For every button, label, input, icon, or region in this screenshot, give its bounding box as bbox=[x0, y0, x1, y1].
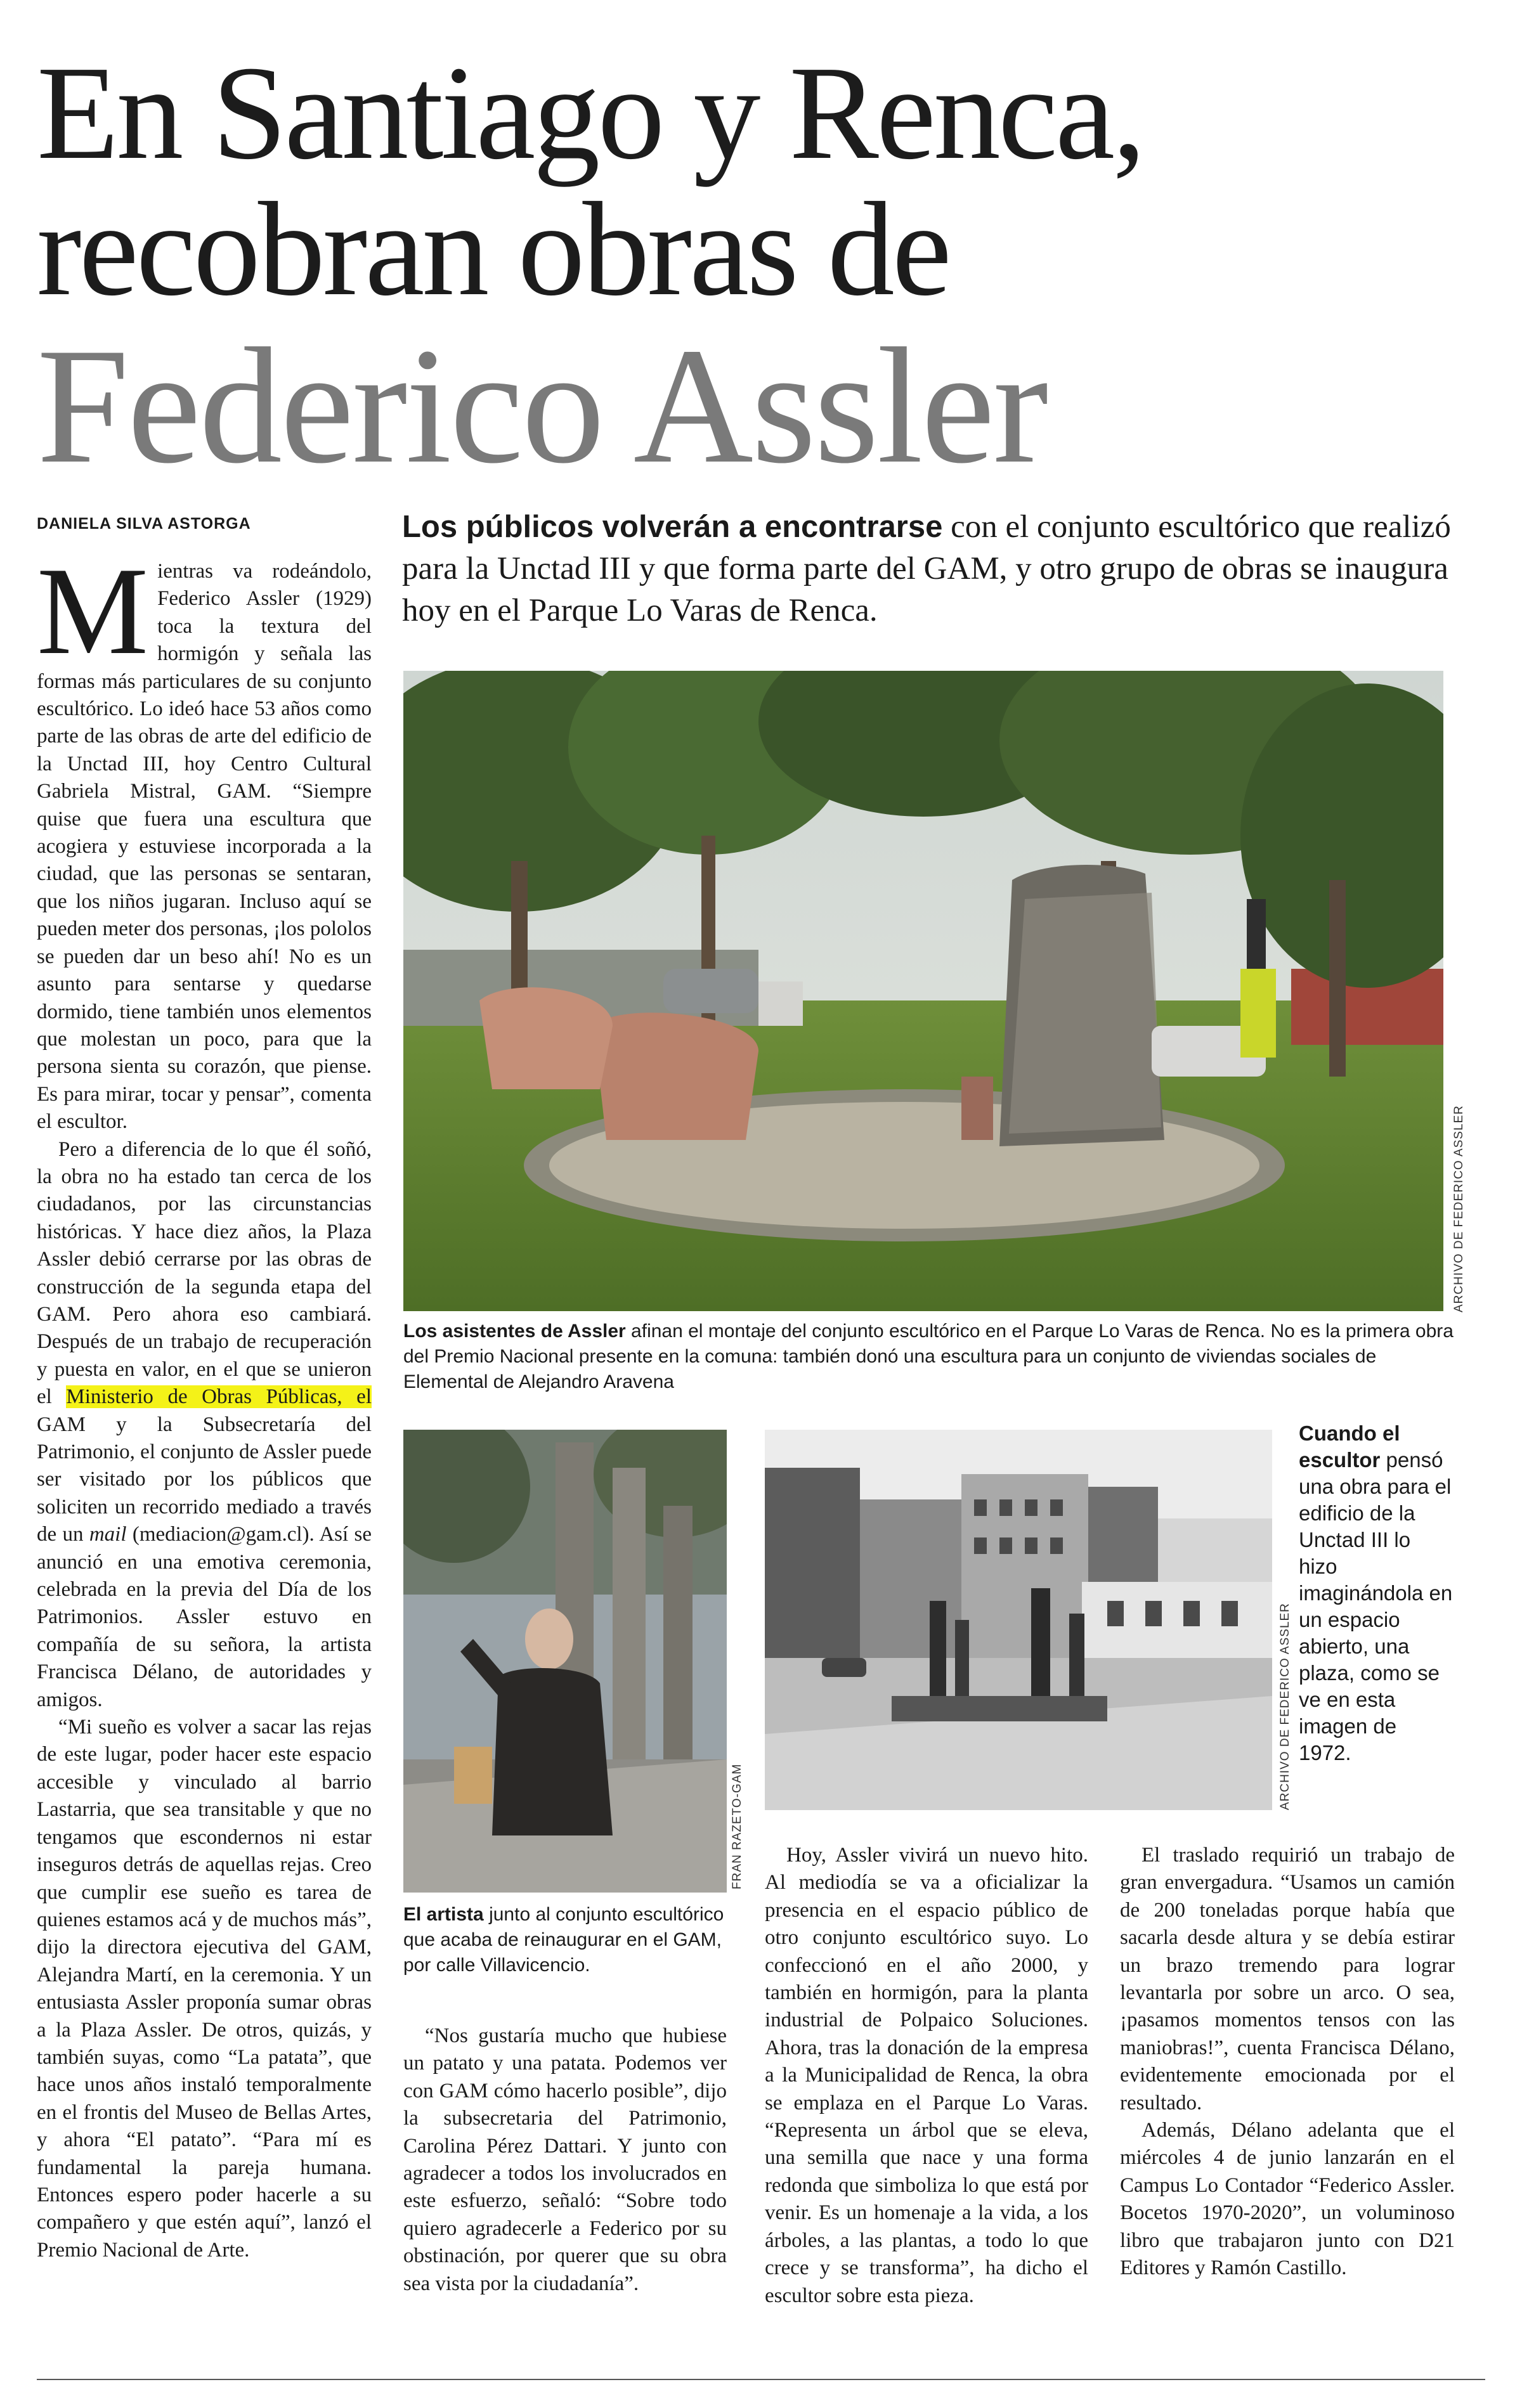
archive-caption-lead: Cuando el escultor bbox=[1299, 1421, 1400, 1472]
paragraph-7: Además, Délano adelanta que el miércoles 4 de junio lanzarán en el Campus Lo Contador “Federico Assler. Bocetos 1970-2020”, un voluminoso libro que trabajaron junto con D21 Editores y Ramón Castillo. bbox=[1120, 2119, 1455, 2280]
body-column-3 bbox=[765, 1842, 1088, 2310]
paragraph-2-text-c: (mediacion@gam.cl). Así se anunció en una emotiva ceremonia, celebrada en la previa del Día de los Patrimonios. Assler estuvo en compañía de su señora, la artista Francisca Délano, de autoridades y amigos. bbox=[37, 1523, 372, 1711]
paragraph-3: “Mi sueño es volver a sacar las rejas de este lugar, poder hacer este espacio accesible y vinculado al barrio Lastarria, que sea transitable y que no tengamos que escondernos ni estar inseguros detrás de aquellas rejas. Creo que cumplir ese sueño es tarea de quienes estamos acá y de muchos más”, dijo la directora ejecutiva del GAM, Alejandra Martí, en la ceremonia. Y un entusiasta Assler proponía sumar obras a la Plaza Assler. De otros, quizás, y también suyas, como “La patata”, que hace unos años instaló temporalmente en el frontis del Museo de Bellas Artes, y ahora “El patato”. “Para mí es fundamental la pareja humana. Entonces espero poder hacerle a su compañero y que estén aquí”, lanzó el Premio Nacional de Arte. bbox=[37, 1716, 372, 2262]
artist-photo-image bbox=[403, 1430, 727, 1893]
body-column-1 bbox=[37, 558, 372, 2371]
headline-top bbox=[37, 38, 1483, 323]
main-photo-credit: ARCHIVO DE FEDERICO ASSLER bbox=[1452, 1105, 1466, 1312]
paragraph-4: “Nos gustaría mucho que hubiese un patato y una patata. Podemos ver con GAM cómo hacerlo posible”, dijo la subsecretaria del Patrimonio, Carolina Pérez Dattari. Y junto con agradecer a todos los involucrados en este esfuerzo, señaló: “Sobre todo quiero agradecerle a Federico por su obstinación, por querer que su obra sea vista por la ciudadanía”. bbox=[403, 2024, 727, 2295]
archive-photo-1972 bbox=[765, 1430, 1272, 1810]
deck-lead: Los públicos volverán a encontrarse bbox=[402, 510, 943, 544]
headline-name: Federico Assler bbox=[37, 314, 1047, 498]
artist-photo bbox=[403, 1430, 727, 1893]
main-caption-lead: Los asistentes de Assler bbox=[403, 1321, 626, 1342]
main-caption-rest: afinan el montaje del conjunto escultórico en el Parque Lo Varas de Renca. No es la primera obra del Premio Nacional presente en la comuna: también donó una escultura para un conjunto de viviendas sociales de Elemental de Alejandro Aravena bbox=[403, 1321, 1454, 1392]
headline-line-1: En Santiago y Renca, bbox=[37, 38, 1144, 187]
artist-photo-caption bbox=[403, 1902, 727, 1978]
main-photo bbox=[403, 671, 1443, 1311]
paragraph-2 bbox=[37, 1136, 372, 1714]
archive-photo-credit: ARCHIVO DE FEDERICO ASSLER bbox=[1278, 1603, 1292, 1810]
highlighted-text: Ministerio de Obras Públicas, el bbox=[66, 1385, 372, 1409]
main-photo-image bbox=[403, 671, 1443, 1311]
paragraph-5: Hoy, Assler vivirá un nuevo hito. Al mediodía se va a oficializar la presencia en el espacio público de otro conjunto escultórico suyo. Lo confeccionó en el año 2000, y también en hormigón, para la planta industrial de Polpaico Soluciones. Ahora, tras la donación de la empresa a la Municipalidad de Renca, la obra se emplaza en el Parque Lo Varas. “Representa un árbol que se eleva, una semilla que nace y una forma redonda que simboliza lo que está por venir. Es un homenaje a la vida, a los árboles, a las plantas, a todo lo que crece y se transforma”, ha dicho el escultor sobre esta pieza. bbox=[765, 1844, 1088, 2307]
artist-caption-lead: El artista bbox=[403, 1904, 484, 1925]
paragraph-1-text: ientras va rodeándolo, Federico Assler (1929) toca la textura del hormigón y señala las formas más particulares de su conjunto escultórico. Lo ideó hace 53 años como parte de las obras de arte del edificio de la Unctad III, hoy Centro Cultural Gabriela Mistral, GAM. “Siempre quise que fuera una escultura que acogiera y estuviese incorporada a la ciudad, que las personas se sentaran, que los niños jugaran. Incluso aquí se pueden meter dos personas, ¡los pololos se pueden dar un beso ahí! No es un asunto para sentarse y quedarse dormido, tiene también unos elementos que molestan un poco, para que la persona sienta su corazón, que piense. Es para mirar, tocar y pensar”, comenta el escultor. bbox=[37, 560, 372, 1134]
deck-rest: con el conjunto escultórico que realizó para la Unctad III y que forma parte del GAM, y otro grupo de obras se inaugura hoy en el Parque Lo Varas de Renca. bbox=[402, 509, 1451, 628]
headline-line-2: recobran obras de bbox=[37, 174, 949, 323]
archive-caption-rest: pensó una obra para el edificio de la Unctad III lo hizo imaginándola en un espacio abierto, una plaza, como se ve en esta imagen de 1972. bbox=[1299, 1448, 1453, 1764]
mail-italic: mail bbox=[89, 1523, 127, 1546]
byline: DANIELA SILVA ASTORGA bbox=[37, 515, 251, 533]
deck bbox=[402, 506, 1480, 631]
drop-cap: M bbox=[37, 558, 149, 680]
body-column-2 bbox=[403, 2023, 727, 2298]
paragraph-1 bbox=[37, 558, 372, 1136]
paragraph-6: El traslado requirió un trabajo de gran envergadura. “Usamos un camión de 200 toneladas porque había que sacarla desde altura y se debía estirar un brazo tremendo para lograr levantarla por sobre un arco. O sea, ¡pasamos momentos tensos con las maniobras!”, cuenta Francisca Délano, evidentemente emocionada por el resultado. bbox=[1120, 1844, 1455, 2114]
bottom-rule bbox=[37, 2379, 1485, 2380]
archive-photo-image bbox=[765, 1430, 1272, 1810]
artist-photo-credit: FRAN RAZETO-GAM bbox=[731, 1763, 744, 1889]
paragraph-2-text-a: Pero a diferencia de lo que él soñó, la obra no ha estado tan cerca de los ciudadanos, por las circunstancias históricas. Y hace diez años, la Plaza Assler debió cerrarse por las obras de construcción de la segunda etapa del GAM. Pero ahora eso cambiará. Después de un trabajo de recuperación y puesta en valor, en el que se unieron el bbox=[37, 1137, 372, 1409]
archive-photo-caption bbox=[1299, 1420, 1454, 1766]
paragraph-2-text-b: GAM y la Subsecretaría del Patrimonio, el conjunto de Assler puede ser visitado por los públicos que soliciten un recorrido mediado a través de un bbox=[37, 1413, 372, 1546]
main-photo-caption bbox=[403, 1319, 1456, 1395]
artist-caption-rest: junto al conjunto escultórico que acaba de reinaugurar en el GAM, por calle Villavicencio. bbox=[403, 1904, 724, 1976]
body-column-4 bbox=[1120, 1842, 1455, 2282]
